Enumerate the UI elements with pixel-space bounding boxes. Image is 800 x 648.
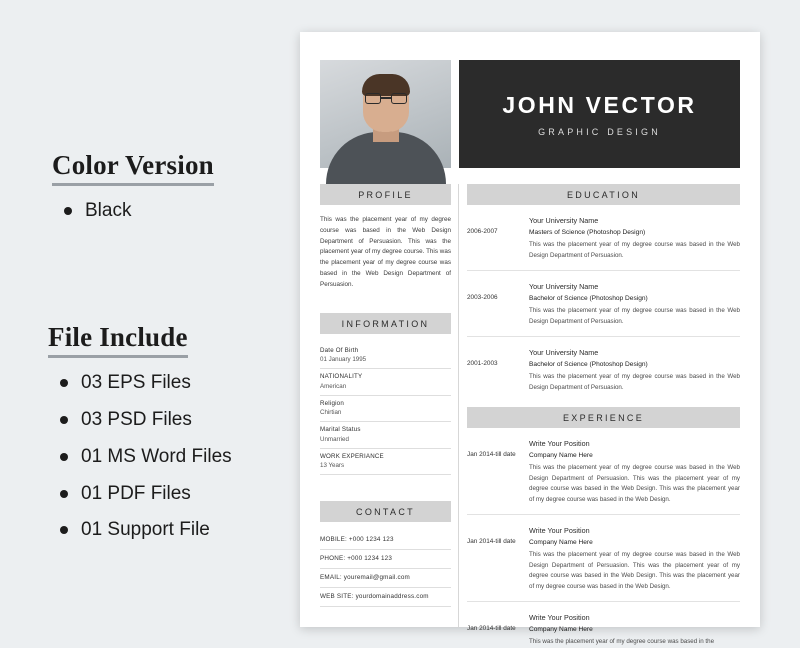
info-row xyxy=(320,422,451,449)
experience-position: Write Your Position xyxy=(529,439,590,449)
divider xyxy=(467,336,740,337)
list-item: Black xyxy=(52,200,214,222)
experience-company: Company Name Here xyxy=(529,452,593,460)
experience-date: Jan 2014-till date xyxy=(467,451,516,459)
education-date: 2001-2003 xyxy=(467,360,498,368)
education-school: Your University Name xyxy=(529,216,599,225)
resume-right-column xyxy=(467,184,740,648)
contact-website[interactable]: WEB SITE: yourdomainaddress.com xyxy=(320,593,429,601)
contact-row xyxy=(320,588,451,607)
info-row xyxy=(320,396,451,423)
experience-entry xyxy=(467,526,740,592)
info-value: Chirtian xyxy=(320,409,342,417)
experience-description: This was the placement year of my degree course was based in the Web Design Department of Persuasion. This was the placement year of my degree course was based in the Web Design. This was the placement year of my degree course was based in the Web Design. xyxy=(529,551,740,590)
info-label: Marital Status xyxy=(320,426,361,434)
education-section-heading: EDUCATION xyxy=(467,184,740,205)
info-row xyxy=(320,369,451,396)
contact-phone: PHONE: +000 1234 123 xyxy=(320,555,393,563)
experience-company: Company Name Here xyxy=(529,539,593,547)
file-include-section xyxy=(48,322,232,556)
education-date: 2006-2007 xyxy=(467,228,498,235)
resume-left-column xyxy=(320,184,451,607)
experience-description: This was the placement year of my degree course was based in the Web Design Department of Persuasion. This was the placement year of my degree course was based in the Web Design. This was the placement year of my degree course was based in the Web Design. xyxy=(529,464,740,503)
experience-position: Write Your Position xyxy=(529,526,590,536)
list-item: 03 EPS Files xyxy=(48,372,232,394)
color-version-section xyxy=(52,150,214,222)
experience-position: Write Your Position xyxy=(529,613,590,623)
name-banner xyxy=(459,60,740,168)
contact-section-heading: CONTACT xyxy=(320,501,451,522)
information-list xyxy=(320,343,451,476)
color-version-list xyxy=(52,200,214,222)
resume-role: GRAPHIC DESIGN xyxy=(538,126,661,137)
color-version-heading: Color Version xyxy=(52,150,214,186)
resume-header xyxy=(320,60,740,168)
education-description: This was the placement year of my degree course was based in the Web Design Department of Persuasion. xyxy=(529,307,740,325)
experience-description: This was the placement year of my degree course was based in the xyxy=(529,638,715,646)
resume-name: JOHN VECTOR xyxy=(502,91,697,118)
info-value: American xyxy=(320,382,347,390)
education-degree: Masters of Science (Photoshop Design) xyxy=(529,229,646,236)
info-row xyxy=(320,343,451,370)
education-entry xyxy=(467,216,740,261)
glasses-icon xyxy=(365,93,407,104)
file-include-list xyxy=(48,372,232,541)
divider xyxy=(467,270,740,271)
experience-date: Jan 2014-till date xyxy=(467,625,516,633)
file-include-heading: File Include xyxy=(48,322,188,358)
education-description: This was the placement year of my degree course was based in the Web Design Department of Persuasion. xyxy=(529,373,740,391)
list-item: 03 PSD Files xyxy=(48,409,232,431)
experience-section-heading: EXPERIENCE xyxy=(467,407,740,428)
profile-section-heading: PROFILE xyxy=(320,184,451,205)
info-row xyxy=(320,449,451,476)
list-item: 01 MS Word Files xyxy=(48,446,232,468)
education-school: Your University Name xyxy=(529,348,599,358)
profile-text: This was the placement year of my degree course was based in the Web Design Department of Persuasion. This was the placement year of my degree course. This was the placement year of my degree course was based in the Web Design Department of Persuasion. xyxy=(320,216,451,288)
divider xyxy=(467,514,740,515)
experience-company: Company Name Here xyxy=(529,626,593,634)
contact-row xyxy=(320,550,451,569)
info-value: Unmarried xyxy=(320,435,349,443)
information-section-heading: INFORMATION xyxy=(320,313,451,334)
info-label: Religion xyxy=(320,399,344,407)
contact-row xyxy=(320,531,451,550)
info-label: NATIONALITY xyxy=(320,373,363,381)
contact-mobile: MOBILE: +000 1234 123 xyxy=(320,536,394,544)
info-value: 13 Years xyxy=(320,462,345,470)
education-degree: Bachelor of Science (Photoshop Design) xyxy=(529,361,648,369)
experience-entry xyxy=(467,439,740,505)
resume-preview-page xyxy=(300,32,760,646)
column-divider xyxy=(458,184,459,627)
contact-list xyxy=(320,531,451,607)
experience-entry xyxy=(467,613,740,648)
divider xyxy=(467,601,740,602)
left-info-panel xyxy=(0,0,300,627)
contact-row xyxy=(320,569,451,588)
education-entry xyxy=(467,282,740,327)
info-value: 01 January 1995 xyxy=(320,356,367,364)
portrait-photo xyxy=(320,60,451,168)
list-item: 01 Support File xyxy=(48,519,232,541)
education-description: This was the placement year of my degree course was based in the Web Design Department of Persuasion. xyxy=(529,241,740,259)
education-school: Your University Name xyxy=(529,282,599,292)
info-label: WORK EXPERIANCE xyxy=(320,452,384,460)
info-label: Date Of Birth xyxy=(320,346,359,354)
education-date: 2003-2006 xyxy=(467,294,498,302)
education-entry xyxy=(467,348,740,393)
education-degree: Bachelor of Science (Photoshop Design) xyxy=(529,295,648,303)
contact-email[interactable]: EMAIL: youremail@gmail.com xyxy=(320,574,410,582)
experience-date: Jan 2014-till date xyxy=(467,538,516,546)
list-item: 01 PDF Files xyxy=(48,483,232,505)
